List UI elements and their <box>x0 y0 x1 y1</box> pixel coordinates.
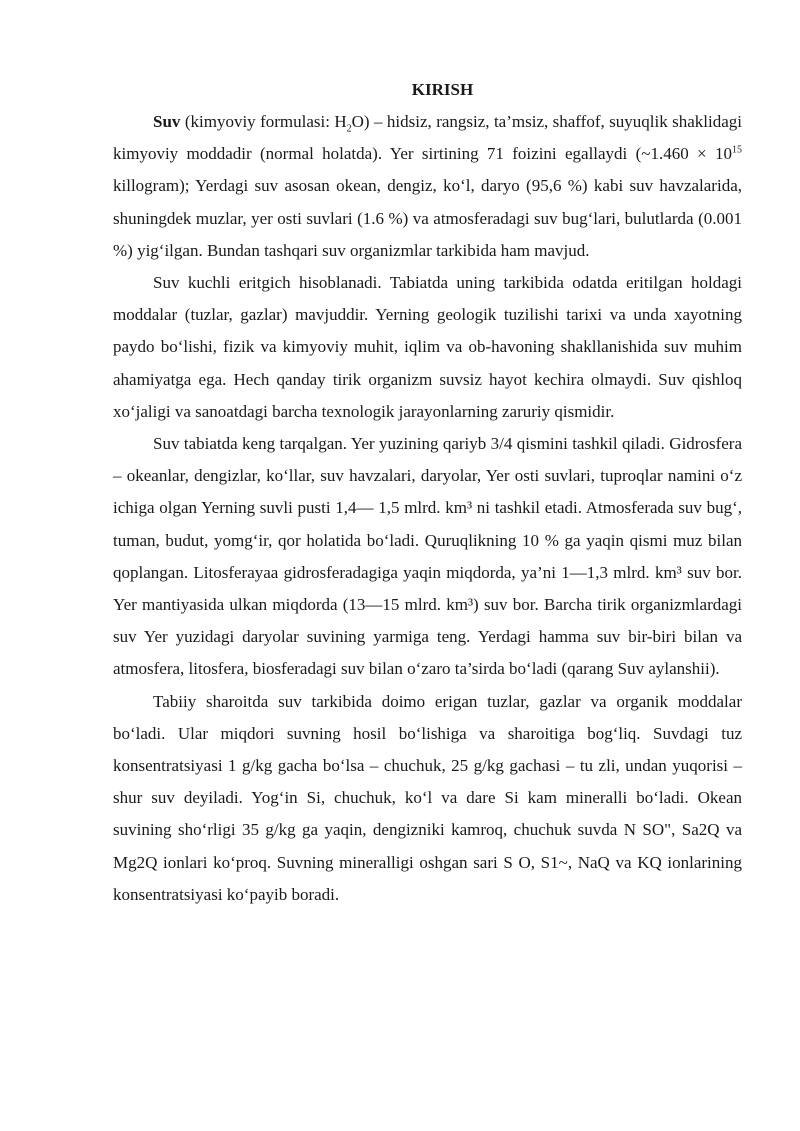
formula-subscript: 2 <box>346 123 352 135</box>
paragraph-4: Tabiiy sharoitda suv tarkibida doimo erigan tuzlar, gazlar va organik moddalar bo‘ladi. Ular miqdori suvning hosil bo‘lishiga va sharoitiga bog‘liq. Suvdagi tuz konsentratsiyasi 1 g/kg gacha bo‘lsa – chuchuk, 25 g/kg gachasi – tu zli, undan yuqorisi – shur suv deyiladi. Yog‘in Si, chuchuk, ko‘l va dare Si kam mineralli bo‘ladi. Okean suvining sho‘rligi 35 g/kg ga yaqin, dengizniki kamroq, chuchuk suvda N SO", Sa2Q va Mg2Q ionlari ko‘proq. Suvning mineralligi oshgan sari S O, S1~, NaQ va KQ ionlarining konsentratsiyasi ko‘payib boradi. <box>113 691 742 904</box>
document-page <box>113 74 742 911</box>
paragraph-1-text-b: O) – hidsiz, rangsiz, ta’msiz, shaffof, suyuqlik shaklidagi kimyoviy moddadir (normal holatda). Yer sirtining 71 foizini egallaydi (~1.460 × 10 <box>113 112 743 164</box>
paragraph-1-text-c: killogram); Yerdagi suv asosan okean, dengiz, ko‘l, daryo (95,6 %) kabi suv havzalarida, shuningdek muzlar, yer osti suvlari (1.6 %) va atmosferadagi suv bug‘lari, bulutlarda (0.001 %) yig‘ilgan. Bundan tashqari suv organizmlar tarkibida ham mavjud. <box>113 176 742 260</box>
paragraph-1 <box>113 106 742 267</box>
paragraph-2: Suv kuchli eritgich hisoblanadi. Tabiatda uning tarkibida odatda eritilgan holdagi moddalar (tuzlar, gazlar) mavjuddir. Yerning geologik tuzilishi tarixi va unda xayotning paydo bo‘lishi, fizik va kimyoviy muhit, iqlim va ob-havoning shakllanishida suv muhim ahamiyatga ega. Hech qanday tirik organizm suvsiz hayot kechira olmaydi. Suv qishloq xo‘jaligi va sanoatdagi barcha texnologik jarayonlarning zaruriy qismidir. <box>113 273 742 421</box>
page-title: KIRISH <box>411 80 474 99</box>
lead-term: Suv <box>153 112 181 131</box>
exponent-superscript: 15 <box>732 144 742 156</box>
paragraph-3: Suv tabiatda keng tarqalgan. Yer yuzining qariyb 3/4 qismini tashkil qiladi. Gidrosfera – okeanlar, dengizlar, ko‘llar, suv havzalari, daryolar, Yer osti suvlari, tuproqlar namini o‘z ichiga olgan Yerning suvli pusti 1,4— 1,5 mlrd. km³ ni tashkil etadi. Atmosferada suv bug‘, tuman, budut, yomg‘ir, qor holatida bo‘ladi. Quruqlikning 10 % ga yaqin qismi muz bilan qoplangan. Litosferayaa gidrosferadagiga yaqin miqdorda, ya’ni 1—1,3 mlrd. km³ suv bor. Yer mantiyasida ulkan miqdorda (13—15 mlrd. km³) suv bor. Barcha tirik organizmlardagi suv Yer yuzidagi daryolar suvining yarmiga teng. Yerdagi hamma suv bir-biri bilan va atmosfera, litosfera, biosferadagi suv bilan o‘zaro ta’sirda bo‘ladi (qarang Suv aylanshii). <box>113 434 742 679</box>
paragraph-1-text-a: (kimyoviy formulasi: H <box>180 112 347 131</box>
